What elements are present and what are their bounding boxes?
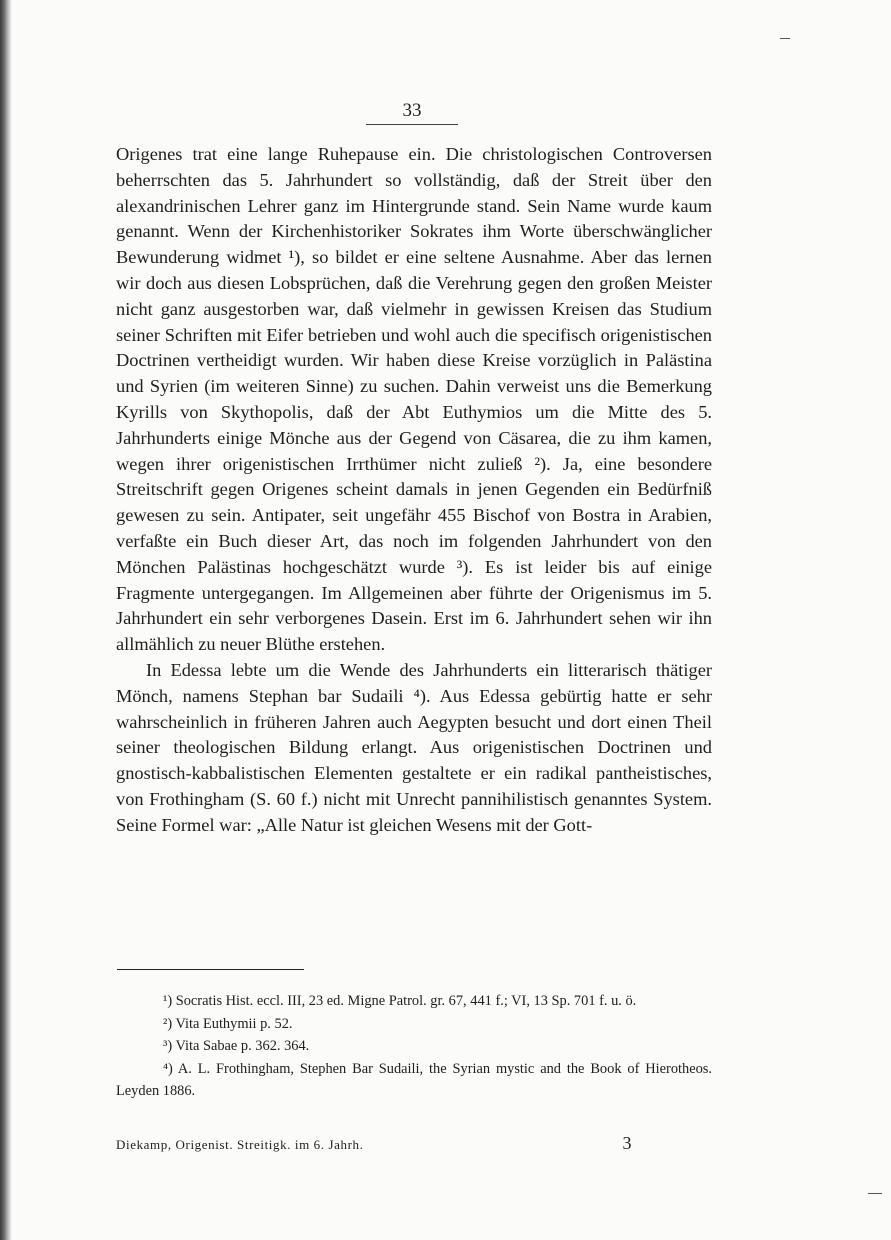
scan-edge-mark <box>868 1193 882 1194</box>
scan-edge-mark <box>780 38 790 39</box>
signature-number: 3 <box>622 1133 632 1153</box>
footnote: ³) Vita Sabae p. 362. 364. <box>163 1038 310 1054</box>
footnotes <box>116 990 712 1103</box>
footnote: ¹) Socratis Hist. eccl. III, 23 ed. Migne Patrol. gr. 67, 441 f.; VI, 13 Sp. 701 f. u. ö. <box>163 993 637 1009</box>
footnote: ²) Vita Euthymii p. 52. <box>163 1015 293 1032</box>
paragraph: Origenes trat eine lange Ruhepause ein. Die christologischen Controversen beherrschten das 5. Jahrhundert so vollständig, daß der Streit über den alexandrinischen Lehrer ganz im Hintergrunde stand. Sein Name wurde kaum genannt. Wenn der Kirchenhistoriker Sokrates ihm Worte überschwänglicher Bewunderung widmet ¹), so bildet er eine seltene Ausnahme. Aber das lernen wir doch aus diesen Lobsprüchen, daß die Verehrung gegen den großen Meister nicht ganz ausgestorben war, daß vielmehr in gewissen Kreisen das Studium seiner Schriften mit Eifer betrieben und wohl auch die specifisch origenistischen Doctrinen vertheidigt wurden. Wir haben diese Kreise vorzüglich in Palästina und Syrien (im weiteren Sinne) zu suchen. Dahin verweist uns die Bemerkung Kyrills von Skythopolis, daß der Abt Euthymios um die Mitte des 5. Jahrhunderts einige Mönche aus der Gegend von Cäsarea, die zu ihm kamen, wegen ihrer origenistischen Irrthümer nicht zuließ ²). Ja, eine besondere Streitschrift gegen Origenes scheint damals in jenen Gegenden ein Bedürfniß gewesen zu sein. Antipater, seit ungefähr 455 Bischof von Bostra in Arabien, verfaßte ein Buch dieser Art, das noch im folgenden Jahrhundert von den Mönchen Palästinas hochgeschätzt wurde ³). Es ist leider bis auf einige Fragmente untergegangen. Im Allgemeinen aber führte der Origenismus im 5. Jahrhundert ein sehr verborgenes Dasein. Erst im 6. Jahrhundert sehen wir ihn allmählich zu neuer Blüthe erstehen. <box>116 144 712 655</box>
paragraph: In Edessa lebte um die Wende des Jahrhunderts ein litterarisch thätiger Mönch, namens Stephan bar Sudaili ⁴). Aus Edessa gebürtig hatte er sehr wahrscheinlich in früheren Jahren auch Aegypten besucht und dort einen Theil seiner theologischen Bildung erlangt. Aus origenistischen Doctrinen und gnostisch-kabbalistischen Elementen gestaltete er ein radikal pantheistisches, von Frothingham (S. 60 f.) nicht mit Unrecht pannihilistisch genanntes System. Seine Formel war: „Alle Natur ist gleichen Wesens mit der Gott- <box>116 659 712 835</box>
page-number-rule <box>366 124 458 125</box>
page-number: 33 <box>402 100 422 121</box>
footnote-rule <box>117 969 304 970</box>
signature-line: Diekamp, Origenist. Streitigk. im 6. Jahrh. <box>116 1137 364 1152</box>
scan-binding-shadow <box>0 0 12 1240</box>
footnote: ⁴) A. L. Frothingham, Stephen Bar Sudaili, the Syrian mystic and the Book of Hierotheos. Leyden 1886. <box>116 1060 712 1099</box>
main-text <box>116 142 712 839</box>
